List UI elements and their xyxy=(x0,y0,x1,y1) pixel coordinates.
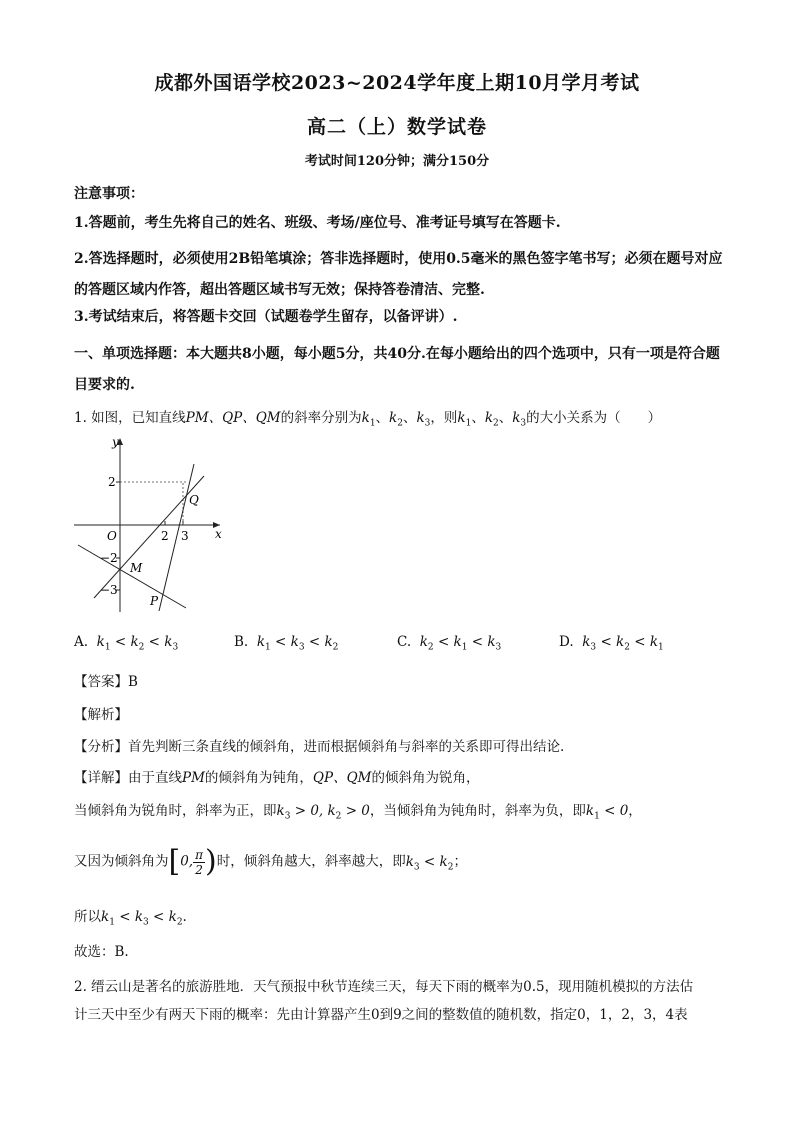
q1-then: ，则 xyxy=(430,410,458,426)
solution-paragraph-2: 又因为倾斜角为[0, $\frac{\pi}{2}$ )时，倾斜角越大，斜率越大，即$k_3 < k_2$； xyxy=(74,844,467,879)
question-2-line-1: 2. 缙云山是著名的旅游胜地．天气预报中秋节连续三天，每天下雨的概率为0.5，现用随机模拟的方法估 xyxy=(74,979,694,995)
p2-text-a: 又因为倾斜角为 xyxy=(74,853,169,870)
p1-text-a: 当倾斜角为锐角时，斜率为正，即 xyxy=(74,803,277,819)
q1-coordinate-graph xyxy=(70,434,230,614)
choice-a-letter: A. xyxy=(74,634,89,650)
origin-label: O xyxy=(107,529,117,543)
point-Q-label: Q xyxy=(189,493,199,507)
notice-title: 注意事项： xyxy=(74,186,144,202)
xiangjie-text-2: 的倾斜角为钝角， xyxy=(204,770,313,786)
p1-text-b: ，当倾斜角为钝角时，斜率为负，即 xyxy=(369,803,586,819)
xiangjie-tag: 【详解】 xyxy=(74,770,128,786)
question-2-line-2: 计三天中至少有两天下雨的概率：先由计算器产生0到9之间的整数值的随机数，指定0，1，2，3，4表 xyxy=(74,1007,688,1023)
fenxi-text: 首先判断三条直线的倾斜角，进而根据倾斜角与斜率的关系即可得出结论. xyxy=(128,739,565,755)
x-axis-label: x xyxy=(215,527,222,541)
q1-prefix: 1. 如图，已知直线 xyxy=(74,410,186,426)
q1-suffix: 的大小关系为（ ） xyxy=(526,410,662,426)
q1-k3: $k_3$ xyxy=(416,410,431,429)
fenxi-tag: 【分析】 xyxy=(74,739,128,755)
choice-b-letter: B. xyxy=(234,634,249,650)
choice-d: D. $k_3 < k_2 < k_1$ xyxy=(559,634,664,653)
y-tick-minus-2: −2 xyxy=(100,551,118,565)
q1-k1: $k_1$ xyxy=(361,410,376,429)
q1-k2: $k_2$ xyxy=(389,410,403,429)
q1-mid: 的斜率分别为 xyxy=(280,410,362,426)
q1-k2b: $k_2$ xyxy=(484,410,499,429)
choice-b: B. $k_1 < k_3 < k_2$ xyxy=(234,634,339,653)
p3-text-a: 所以 xyxy=(74,909,101,925)
y-tick-2: 2 xyxy=(108,475,116,489)
solution-conclusion: 故选：B. xyxy=(74,944,129,960)
analysis-summary xyxy=(74,735,564,755)
x-tick-3: 3 xyxy=(181,529,189,543)
y-axis-label: y xyxy=(112,435,119,449)
q1-k1b: $k_1$ xyxy=(457,410,472,429)
solution-paragraph-3: 所以$k_1 < k_3 < k_2$. xyxy=(74,909,187,928)
notice-item-3: 3.考试结束后，将答题卡交回（试题卷学生留存，以备评讲）. xyxy=(74,309,458,325)
xiangjie-qpqm: QP、QM xyxy=(312,770,372,786)
point-P-label: P xyxy=(150,594,159,608)
notice-item-1: 1.答题前，考生先将自己的姓名、班级、考场/座位号、准考证号填写在答题卡. xyxy=(74,215,561,231)
analysis-label: 【解析】 xyxy=(74,707,128,723)
choice-c-letter: C. xyxy=(397,634,412,650)
exam-subtitle-grade: 高二（上）数学试卷 xyxy=(306,116,487,138)
choice-c: C. $k_2 < k_1 < k_3$ xyxy=(397,634,502,653)
choice-d-letter: D. xyxy=(559,634,574,650)
exam-time-info: 考试时间120分钟；满分150分 xyxy=(304,154,490,169)
notice-item-2: 2.答选择题时，必须使用2B铅笔填涂；答非选择题时，使用0.5毫米的黑色签字笔书写；必须在题号对应的答题区域内作答，超出答题区域书写无效；保持答卷清洁、完整. xyxy=(74,251,723,298)
detailed-solution xyxy=(74,766,479,786)
point-M-label: M xyxy=(130,561,143,575)
x-tick-2: 2 xyxy=(161,529,169,543)
xiangjie-text-1: 由于直线 xyxy=(128,770,182,786)
section-heading: 一、单项选择题：本大题共8小题，每小题5分，共40分.在每小题给出的四个选项中，只有一项是符合题目要求的. xyxy=(74,346,720,393)
q1-lines: PM、QP、QM xyxy=(185,410,281,426)
xiangjie-pm: PM xyxy=(182,770,205,786)
exam-title: 成都外国语学校2023~2024学年度上期10月学月考试 xyxy=(154,72,640,94)
solution-paragraph-1: 当倾斜角为锐角时，斜率为正，即$k_3 > 0$, $k_2 > 0$，当倾斜角为钝角时，斜率为负，即$k_1 < 0$， xyxy=(74,803,642,822)
p2-text-b: 时，倾斜角越大，斜率越大，即 xyxy=(216,853,406,870)
choice-a: A. $k_1 < k_2 < k_3$ xyxy=(74,634,179,653)
xiangjie-text-3: 的倾斜角为锐角， xyxy=(371,770,480,786)
y-tick-minus-3: −3 xyxy=(100,583,118,597)
answer-line: 【答案】B xyxy=(74,674,138,690)
q1-k3b: $k_3$ xyxy=(512,410,527,429)
question-1-stem: 1. 如图，已知直线PM、QP、QM的斜率分别为$k_1$、$k_2$、$k_3$，则$k_1$、$k_2$、$k_3$的大小关系为（ ） xyxy=(74,410,662,429)
